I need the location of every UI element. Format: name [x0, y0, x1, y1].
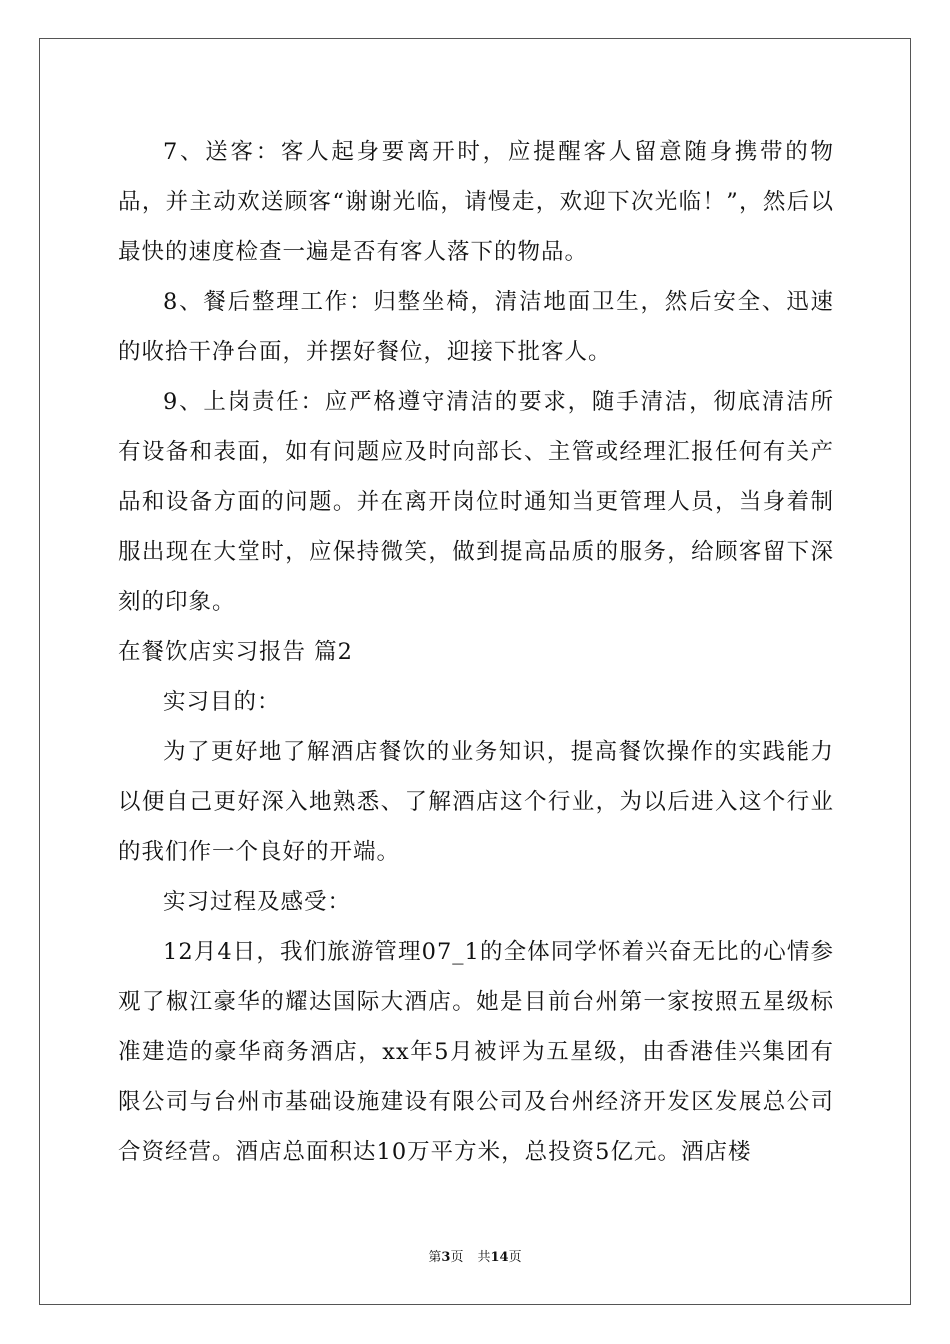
- paragraph-duty-responsibility: 9、上岗责任：应严格遵守清洁的要求，随手清洁，彻底清洁所有设备和表面，如有问题应及时向部长、主管或经理汇报任何有关产品和设备方面的问题。并在离开岗位时通知当更管理人员，当身着制服出现在大堂时，应保持微笑，做到提高品质的服务，给顾客留下深刻的印象。: [118, 389, 834, 615]
- footer-total-prefix: 共: [477, 1250, 491, 1265]
- section-heading: 在餐饮店实习报告 篇2: [118, 639, 353, 665]
- footer-total-unit: 页: [508, 1250, 522, 1265]
- footer-page-prefix: 第: [428, 1250, 442, 1265]
- footer-page-current: 3: [441, 1250, 451, 1265]
- footer-page-unit: 页: [450, 1250, 464, 1265]
- paragraph-send-off: 7、送客：客人起身要离开时，应提醒客人留意随身携带的物品，并主动欢送顾客“谢谢光临，请慢走，欢迎下次光临！”，然后以最快的速度检查一遍是否有客人落下的物品。: [118, 139, 834, 265]
- paragraph-process: 12月4日，我们旅游管理07_1的全体同学怀着兴奋无比的心情参观了椒江豪华的耀达国际大酒店。她是目前台州第一家按照五星级标准建造的豪华商务酒店，xx年5月被评为五星级，由香港佳兴集团有限公司与台州市基础设施建设有限公司及台州经济开发区发展总公司合资经营。酒店总面积达10万平方米，总投资5亿元。酒店楼: [118, 939, 834, 1165]
- paragraph-process-label: 实习过程及感受：: [163, 889, 352, 915]
- paragraph-purpose: 为了更好地了解酒店餐饮的业务知识，提高餐饮操作的实践能力以便自己更好深入地熟悉、了解酒店这个行业，为以后进入这个行业的我们作一个良好的开端。: [118, 739, 834, 865]
- paragraph-purpose-label: 实习目的：: [163, 689, 281, 715]
- page-footer: [0, 1246, 950, 1265]
- document-body: [118, 127, 834, 1177]
- paragraph-post-meal-cleanup: 8、餐后整理工作：归整坐椅，清洁地面卫生，然后安全、迅速的收拾干净台面，并摆好餐位，迎接下批客人。: [118, 289, 834, 365]
- footer-page-total: 14: [490, 1250, 509, 1265]
